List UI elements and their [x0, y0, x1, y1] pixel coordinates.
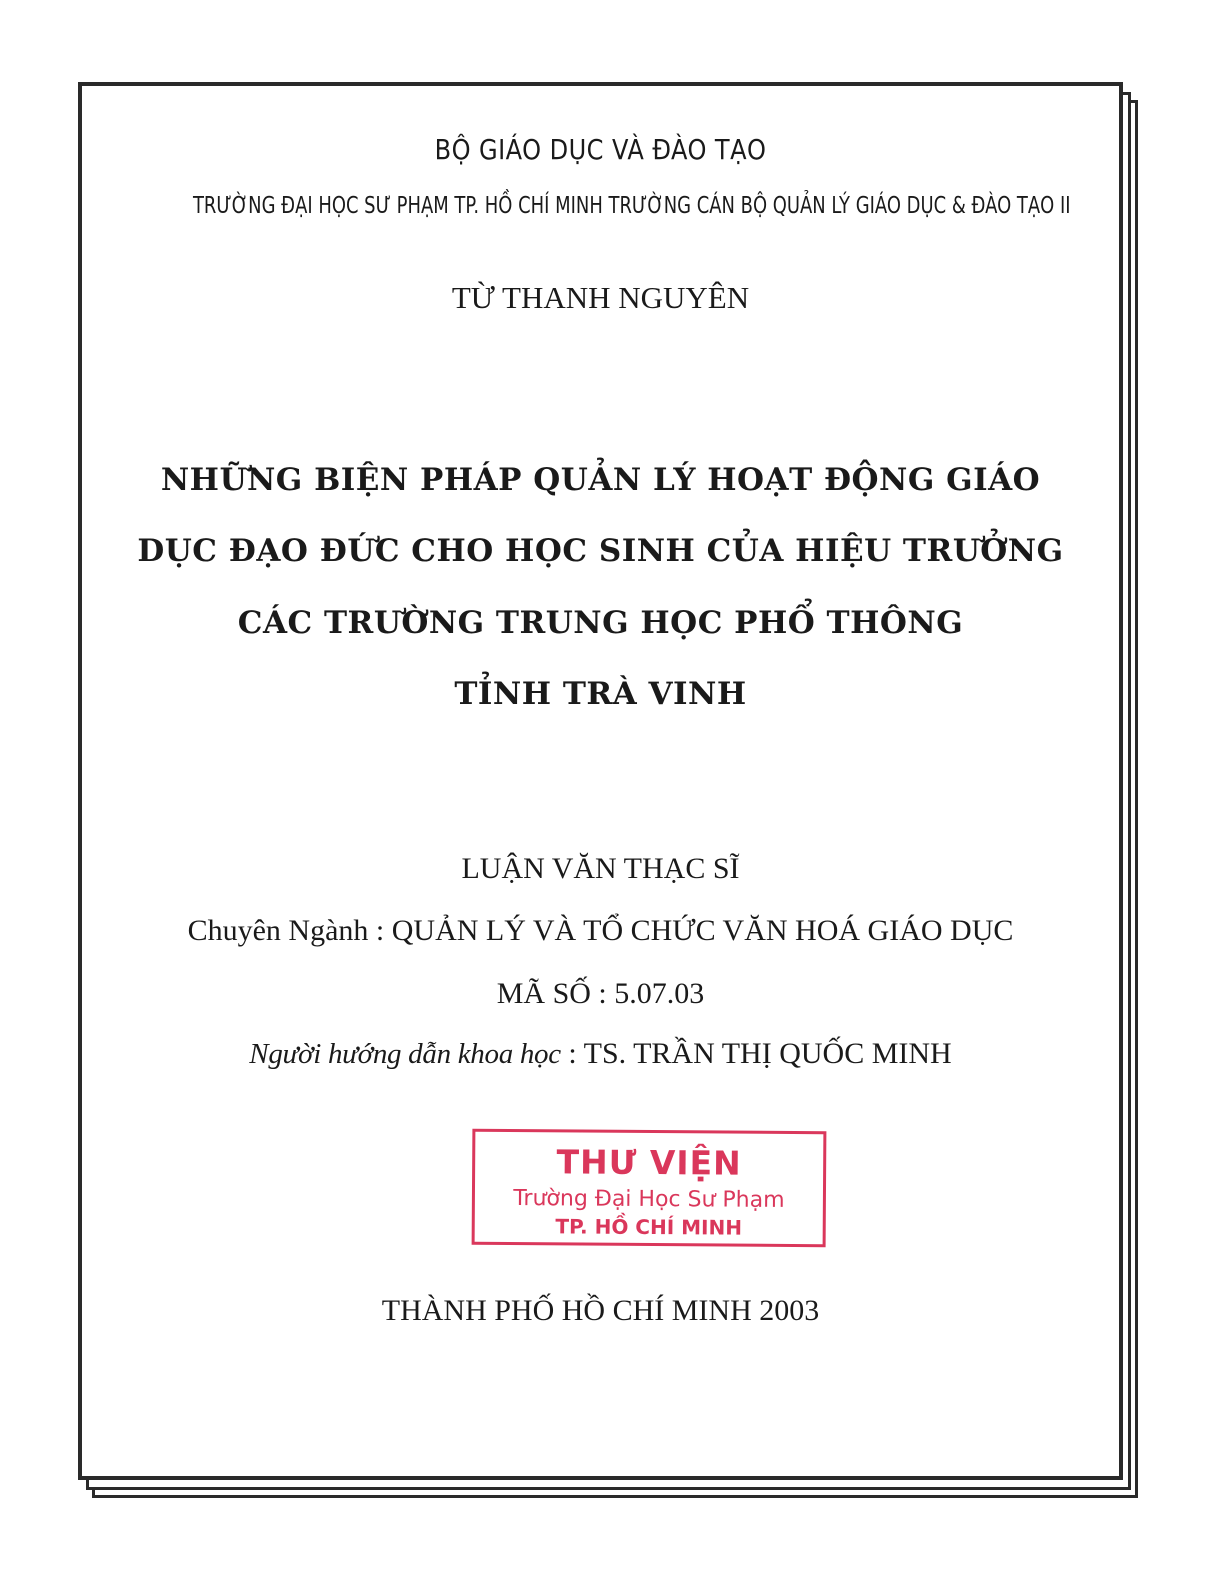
thesis-title-line-3: CÁC TRƯỜNG TRUNG HỌC PHỔ THÔNG: [237, 605, 964, 641]
author-name: TỪ THANH NGUYÊN: [451, 280, 750, 315]
thesis-title-line-1: NHỮNG BIỆN PHÁP QUẢN LÝ HOẠT ĐỘNG GIÁO: [160, 462, 1041, 498]
ministry-heading: BỘ GIÁO DỤC VÀ ĐÀO TẠO: [434, 133, 767, 166]
stamp-institution: Trường Đại Học Sư Phạm: [513, 1186, 785, 1213]
stamp-city: TP. HỒ CHÍ MINH: [555, 1214, 743, 1240]
major-code: MÃ SỐ : 5.07.03: [496, 977, 705, 1010]
universities-heading: TRƯỜNG ĐẠI HỌC SƯ PHẠM TP. HỒ CHÍ MINH TRƯỜNG CÁN BỘ QUẢN LÝ GIÁO DỤC & ĐÀO TẠO II: [192, 193, 1071, 219]
advisor-label: Người hướng dẫn khoa học: [249, 1038, 561, 1070]
thesis-title-line-4: TỈNH TRÀ VINH: [454, 676, 747, 712]
major-field: Chuyên Ngành : QUẢN LÝ VÀ TỔ CHỨC VĂN HOÁ GIÁO DỤC: [187, 914, 1014, 947]
stamp-title: THƯ VIỆN: [556, 1142, 742, 1183]
city-year: THÀNH PHỐ HỒ CHÍ MINH 2003: [381, 1294, 820, 1327]
library-stamp: [472, 1129, 827, 1247]
thesis-title-line-2: DỤC ĐẠO ĐỨC CHO HỌC SINH CỦA HIỆU TRƯỞNG: [137, 533, 1064, 569]
advisor-line: [78, 1037, 1123, 1071]
advisor-name: : TS. TRẦN THỊ QUỐC MINH: [568, 1037, 952, 1070]
degree-type: LUẬN VĂN THẠC SĨ: [461, 852, 740, 885]
